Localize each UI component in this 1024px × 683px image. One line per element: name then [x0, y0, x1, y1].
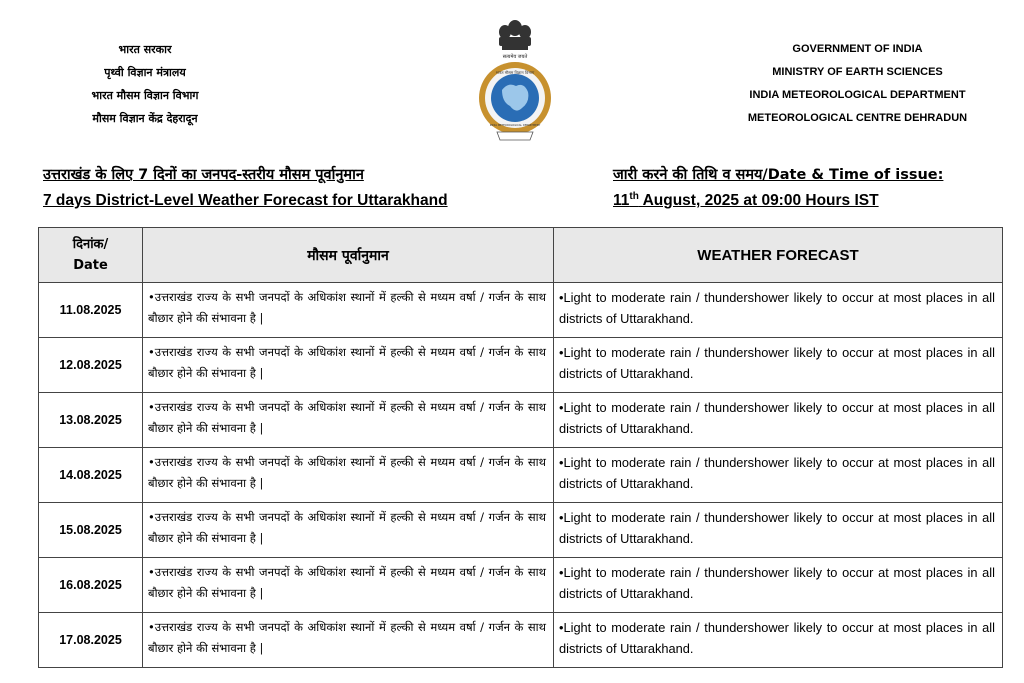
row-date: 13.08.2025	[39, 393, 143, 448]
forecast-table	[38, 227, 1003, 668]
row-hindi-forecast: •उत्तराखंड राज्य के सभी जनपदों के अधिकांश स्थानों में हल्की से मध्यम वर्षा / गर्जन के साथ बौछार होने की संभावना है |	[143, 338, 554, 393]
row-hindi-forecast: •उत्तराखंड राज्य के सभी जनपदों के अधिकांश स्थानों में हल्की से मध्यम वर्षा / गर्जन के साथ बौछार होने की संभावना है |	[143, 393, 554, 448]
header-english-line: GOVERNMENT OF INDIA	[792, 43, 923, 55]
title-hindi: उत्तराखंड के लिए 7 दिनों का जनपद-स्तरीय मौसम पूर्वानुमान	[43, 167, 364, 183]
header-english-line: METEOROLOGICAL CENTRE DEHRADUN	[747, 112, 968, 124]
issue-rest: August, 2025 at 09:00 Hours IST	[638, 192, 879, 209]
table-row	[39, 283, 1003, 338]
header-hindi-line: पृथ्वी विज्ञान मंत्रालय	[104, 66, 186, 79]
header-english-line: INDIA METEOROLOGICAL DEPARTMENT	[749, 89, 966, 101]
issue-label: जारी करने की तिथि व समय/Date & Time of issue:	[613, 167, 944, 183]
lion-capital-icon	[499, 20, 531, 50]
forecast-title	[43, 163, 448, 213]
table-row	[39, 613, 1003, 668]
row-english-forecast: •Light to moderate rain / thundershower likely to occur at most places in all districts of Uttarakhand.	[554, 338, 1003, 393]
header-date-hindi: दिनांक/	[72, 237, 109, 252]
header-hindi	[40, 38, 250, 130]
header-english-forecast: WEATHER FORECAST	[554, 228, 1003, 283]
row-hindi-forecast: •उत्तराखंड राज्य के सभी जनपदों के अधिकांश स्थानों में हल्की से मध्यम वर्षा / गर्जन के साथ बौछार होने की संभावना है |	[143, 613, 554, 668]
row-english-forecast: •Light to moderate rain / thundershower likely to occur at most places in all districts of Uttarakhand.	[554, 503, 1003, 558]
seal-text: भारत मौसम विज्ञान विभाग	[495, 70, 535, 75]
table-row	[39, 503, 1003, 558]
issue-day-suffix: th	[629, 190, 639, 202]
issue-datetime	[613, 188, 943, 213]
header-english	[715, 38, 1000, 130]
row-hindi-forecast: •उत्तराखंड राज्य के सभी जनपदों के अधिकांश स्थानों में हल्की से मध्यम वर्षा / गर्जन के साथ बौछार होने की संभावना है |	[143, 283, 554, 338]
header-english-line: MINISTRY OF EARTH SCIENCES	[772, 66, 943, 78]
header-date	[39, 228, 143, 283]
row-english-forecast: •Light to moderate rain / thundershower likely to occur at most places in all districts of Uttarakhand.	[554, 283, 1003, 338]
row-date: 11.08.2025	[39, 283, 143, 338]
title-english: 7 days District-Level Weather Forecast for Uttarakhand	[43, 192, 448, 209]
issue-info	[613, 163, 943, 213]
table-header-row	[39, 228, 1003, 283]
row-hindi-forecast: •उत्तराखंड राज्य के सभी जनपदों के अधिकांश स्थानों में हल्की से मध्यम वर्षा / गर्जन के साथ बौछार होने की संभावना है |	[143, 448, 554, 503]
row-date: 14.08.2025	[39, 448, 143, 503]
issue-day: 11	[613, 192, 630, 209]
header-hindi-line: भारत सरकार	[118, 43, 172, 56]
row-english-forecast: •Light to moderate rain / thundershower likely to occur at most places in all districts of Uttarakhand.	[554, 558, 1003, 613]
row-date: 16.08.2025	[39, 558, 143, 613]
emblem-motto: सत्यमेव जयते	[502, 54, 528, 60]
row-date: 17.08.2025	[39, 613, 143, 668]
table-row	[39, 393, 1003, 448]
header-hindi-line: मौसम विज्ञान केंद्र देहरादून	[92, 112, 198, 125]
seal-bottom-text: INDIA METEOROLOGICAL DEPARTMENT	[489, 124, 541, 127]
row-hindi-forecast: •उत्तराखंड राज्य के सभी जनपदों के अधिकांश स्थानों में हल्की से मध्यम वर्षा / गर्जन के साथ बौछार होने की संभावना है |	[143, 558, 554, 613]
row-english-forecast: •Light to moderate rain / thundershower likely to occur at most places in all districts of Uttarakhand.	[554, 613, 1003, 668]
header-date-english: Date	[73, 258, 108, 273]
table-row	[39, 338, 1003, 393]
header-hindi-forecast: मौसम पूर्वानुमान	[143, 228, 554, 283]
table-row	[39, 558, 1003, 613]
row-english-forecast: •Light to moderate rain / thundershower likely to occur at most places in all districts of Uttarakhand.	[554, 448, 1003, 503]
header-hindi-line: भारत मौसम विज्ञान विभाग	[91, 89, 199, 102]
row-date: 15.08.2025	[39, 503, 143, 558]
row-date: 12.08.2025	[39, 338, 143, 393]
row-hindi-forecast: •उत्तराखंड राज्य के सभी जनपदों के अधिकांश स्थानों में हल्की से मध्यम वर्षा / गर्जन के साथ बौछार होने की संभावना है |	[143, 503, 554, 558]
row-english-forecast: •Light to moderate rain / thundershower likely to occur at most places in all districts of Uttarakhand.	[554, 393, 1003, 448]
imd-emblem-logo	[472, 16, 558, 146]
table-row	[39, 448, 1003, 503]
